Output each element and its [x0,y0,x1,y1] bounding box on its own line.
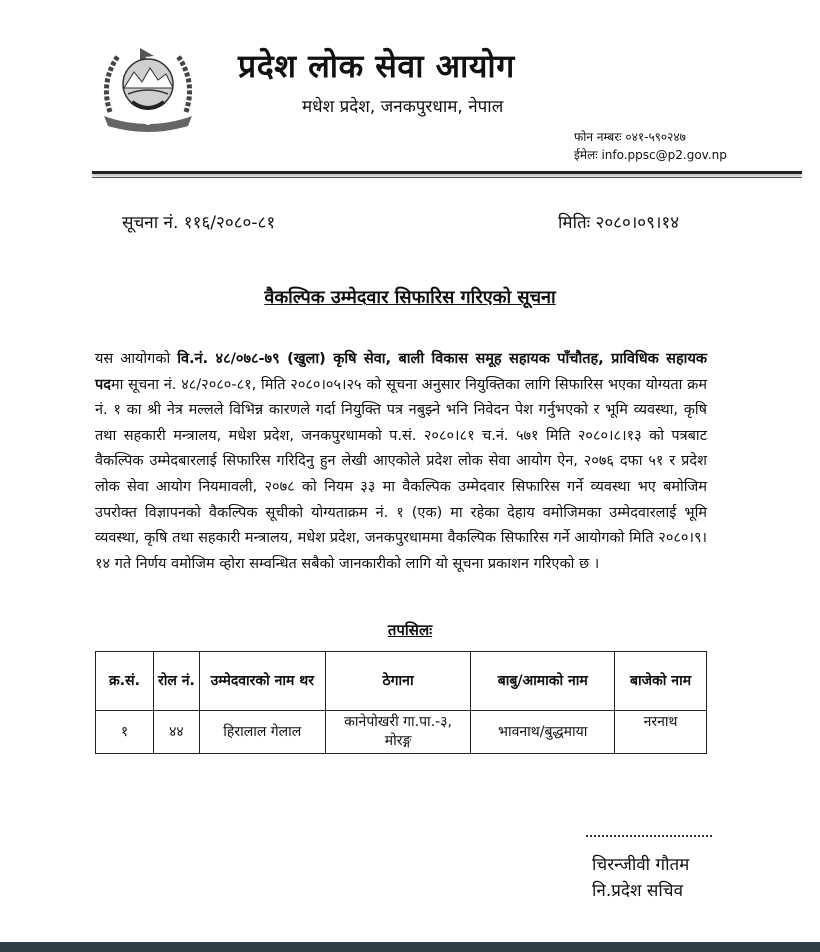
bottom-bar [0,942,820,952]
signature-block [592,852,689,904]
body-bold: वि.नं. ४८/०७८-७९ (खुला) कृषि सेवा, बाली विकास समूह सहायक पाँचौतह, प्राविधिक सहायक पद [95,351,707,393]
cell-name: हिरालाल गेलाल [199,711,325,754]
signature-line [586,835,712,837]
cell-parents: भावनाथ/बुद्धमाया [471,711,615,754]
signer-designation: नि.प्रदेश सचिव [592,881,684,901]
notice-subject: वैकल्पिक उम्मेदवार सिफारिस गरिएको सूचना [264,287,556,308]
cell-address: कानेपोखरी गा.पा.-३, मोरङ्ग [325,711,471,754]
col-header-name: उम्मेदवारको नाम थर [199,652,325,711]
col-header-grandfather: बाजेको नाम [615,652,707,711]
col-header-roll: रोल नं. [153,652,199,711]
table-header-row [96,652,707,711]
email-address: ईमेलः info.ppsc@p2.gov.np [574,148,727,162]
cell-serial: १ [96,711,154,754]
org-subtitle: मधेश प्रदेश, जनकपुरधाम, नेपाल [302,97,504,117]
body-prefix: यस आयोगको [95,351,178,367]
col-header-parents: बाबु/आमाको नाम [471,652,615,711]
candidate-table [95,651,707,754]
header-divider-thin [92,177,802,178]
org-title: प्रदेश लोक सेवा आयोग [238,47,515,85]
body-rest: मा सूचना नं. ४८/२०८०-८१, मिति २०८०।०५।२५ को सूचना अनुसार नियुक्तिका लागि सिफारिस भएका योग्यता क्रम नं. १ का श्री नेत्र मल्लले विभिन्न कारणले गर्दा नियुक्ति पत्र नबुझ्ने भनि निवेदन पेश गर्नुभएको र भूमि व्यवस्था, कृषि तथा सहकारी मन्त्रालय, मधेश प्रदेश, जनकपुरधामको प.सं. २०८०।८१ च.नं. ५७१ मिति २०८०।८।१३ को पत्रबाट वैकल्पिक उम्मेदबारलाई सिफारिस गरिदिनु हुन लेखी आएकोले प्रदेश लोक सेवा आयोग ऐन, २०७६ दफा ५१ र प्रदेश लोक सेवा आयोग नियमावली, २०७८ को नियम ३३ मा वैकल्पिक उम्मेदवार सिफारिस गर्ने व्यवस्था भए बमोजिम उपरोक्त विज्ञापनको वैकल्पिक सूचीको योग्यताक्रम नं. १ (एक) मा रहेका देहाय वमोजिमका उम्मेदवारलाई भूमि व्यवस्था, कृषि तथा सहकारी मन्त्रालय, मधेश प्रदेश, जनकपुरधाममा वैकल्पिक सिफारिस गर्ने आयोगको मिति २०८०।९।१४ गते निर्णय वमोजिम व्होरा सम्वन्धित सबैको जानकारीको लागि यो सूचना प्रकाशन गरिएको छ । [95,376,707,572]
notice-body [95,347,707,577]
notice-date: मितिः २०८०।०९।१४ [558,213,680,233]
cell-roll: ४४ [153,711,199,754]
table-caption: तपसिलः [387,621,433,639]
cell-grandfather: नरनाथ [615,711,707,754]
header-divider [92,171,802,174]
nepal-emblem-icon [96,42,200,134]
phone-number: फोन नम्बरः ०४१-५९०२४७ [574,130,686,144]
signer-name: चिरन्जीवी गौतम [592,855,690,875]
col-header-address: ठेगाना [325,652,471,711]
contact-block [574,128,727,164]
table-row [96,711,707,754]
notice-number: सूचना नं. ११६/२०८०-८१ [122,213,276,233]
col-header-serial: क्र.सं. [96,652,154,711]
